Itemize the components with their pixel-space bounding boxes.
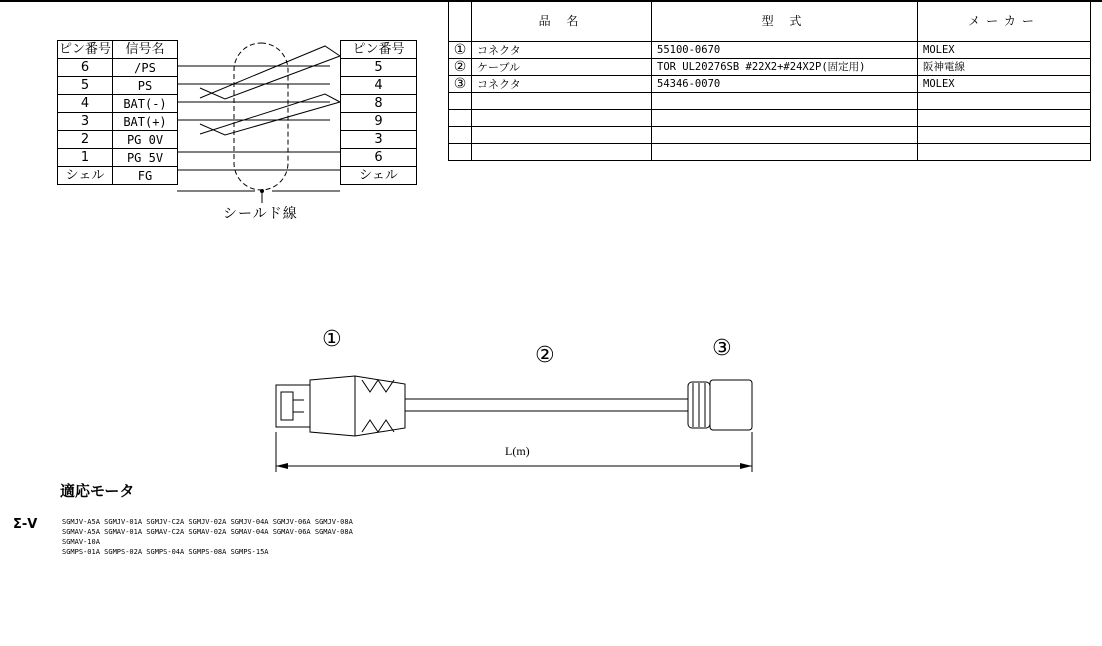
callout-connector-3: ③: [712, 336, 732, 361]
right-pin-number: 5: [341, 59, 417, 77]
part-model: 55100-0670: [652, 42, 918, 59]
pin-number-header: ピン番号: [58, 41, 111, 57]
left-pin-number: 6: [58, 59, 113, 77]
left-pin-number: 4: [58, 95, 113, 113]
signal-name: BAT(-): [113, 95, 178, 113]
right-pin-number: 9: [341, 113, 417, 131]
right-pin-number: 6: [341, 149, 417, 167]
part-number: ①: [449, 42, 472, 59]
signal-name: PG 0V: [113, 131, 178, 149]
left-pin-number: 5: [58, 77, 113, 95]
pin-number-header-right: ピン番号: [341, 41, 417, 59]
part-maker: MOLEX: [918, 42, 1091, 59]
left-pin-number: 2: [58, 131, 113, 149]
callout-cable-2: ②: [535, 343, 555, 368]
left-pin-number: 3: [58, 113, 113, 131]
motor-model-line: SGMAV-A5A SGMAV-01A SGMAV-C2A SGMAV-02A SGMAV-04A SGMAV-06A SGMAV-08A: [62, 528, 353, 536]
parts-header-name: 品 名: [472, 1, 652, 42]
signal-name: PS: [113, 77, 178, 95]
connector-3-body: [710, 380, 752, 430]
motor-model-line: SGMPS-01A SGMPS-02A SGMPS-04A SGMPS-08A SGMPS-15A: [62, 548, 269, 556]
signal-name: /PS: [113, 59, 178, 77]
part-model: TOR UL20276SB #22X2+#24X2P(固定用): [652, 59, 918, 76]
left-pin-number: シェル: [58, 167, 113, 185]
connector-1-latch: [281, 392, 293, 420]
parts-header-model: 型 式: [652, 1, 918, 42]
applicable-motors-title: 適応モータ: [60, 482, 135, 500]
dimension-arrow-right: [740, 463, 752, 469]
part-name: コネクタ: [472, 42, 652, 59]
parts-header-maker: メーカー: [918, 1, 1091, 42]
left-pin-number: 1: [58, 149, 113, 167]
part-number: ③: [449, 76, 472, 93]
motor-model-line: SGMJV-A5A SGMJV-01A SGMJV-C2A SGMJV-02A SGMJV-04A SGMJV-06A SGMJV-08A: [62, 518, 353, 526]
part-number: ②: [449, 59, 472, 76]
signal-name-header: 信号名: [113, 41, 178, 59]
motor-model-line: SGMAV-10A: [62, 538, 100, 546]
length-dimension-label: L(m): [505, 444, 530, 458]
callout-connector-1: ①: [322, 327, 342, 352]
right-pin-number: 4: [341, 77, 417, 95]
part-maker: MOLEX: [918, 76, 1091, 93]
motor-series-label: Σ-V: [13, 517, 38, 532]
part-model: 54346-0070: [652, 76, 918, 93]
signal-name: FG: [113, 167, 178, 185]
right-pin-number: 3: [341, 131, 417, 149]
signal-name: BAT(+): [113, 113, 178, 131]
shield-wire-label: シールド線: [223, 206, 298, 222]
part-maker: 阪神電線: [918, 59, 1091, 76]
right-pin-number: シェル: [341, 167, 417, 185]
dimension-arrow-left: [276, 463, 288, 469]
part-name: ケーブル: [472, 59, 652, 76]
signal-name: PG 5V: [113, 149, 178, 167]
motor-model-list: [62, 517, 353, 557]
part-name: コネクタ: [472, 76, 652, 93]
right-pin-number: 8: [341, 95, 417, 113]
